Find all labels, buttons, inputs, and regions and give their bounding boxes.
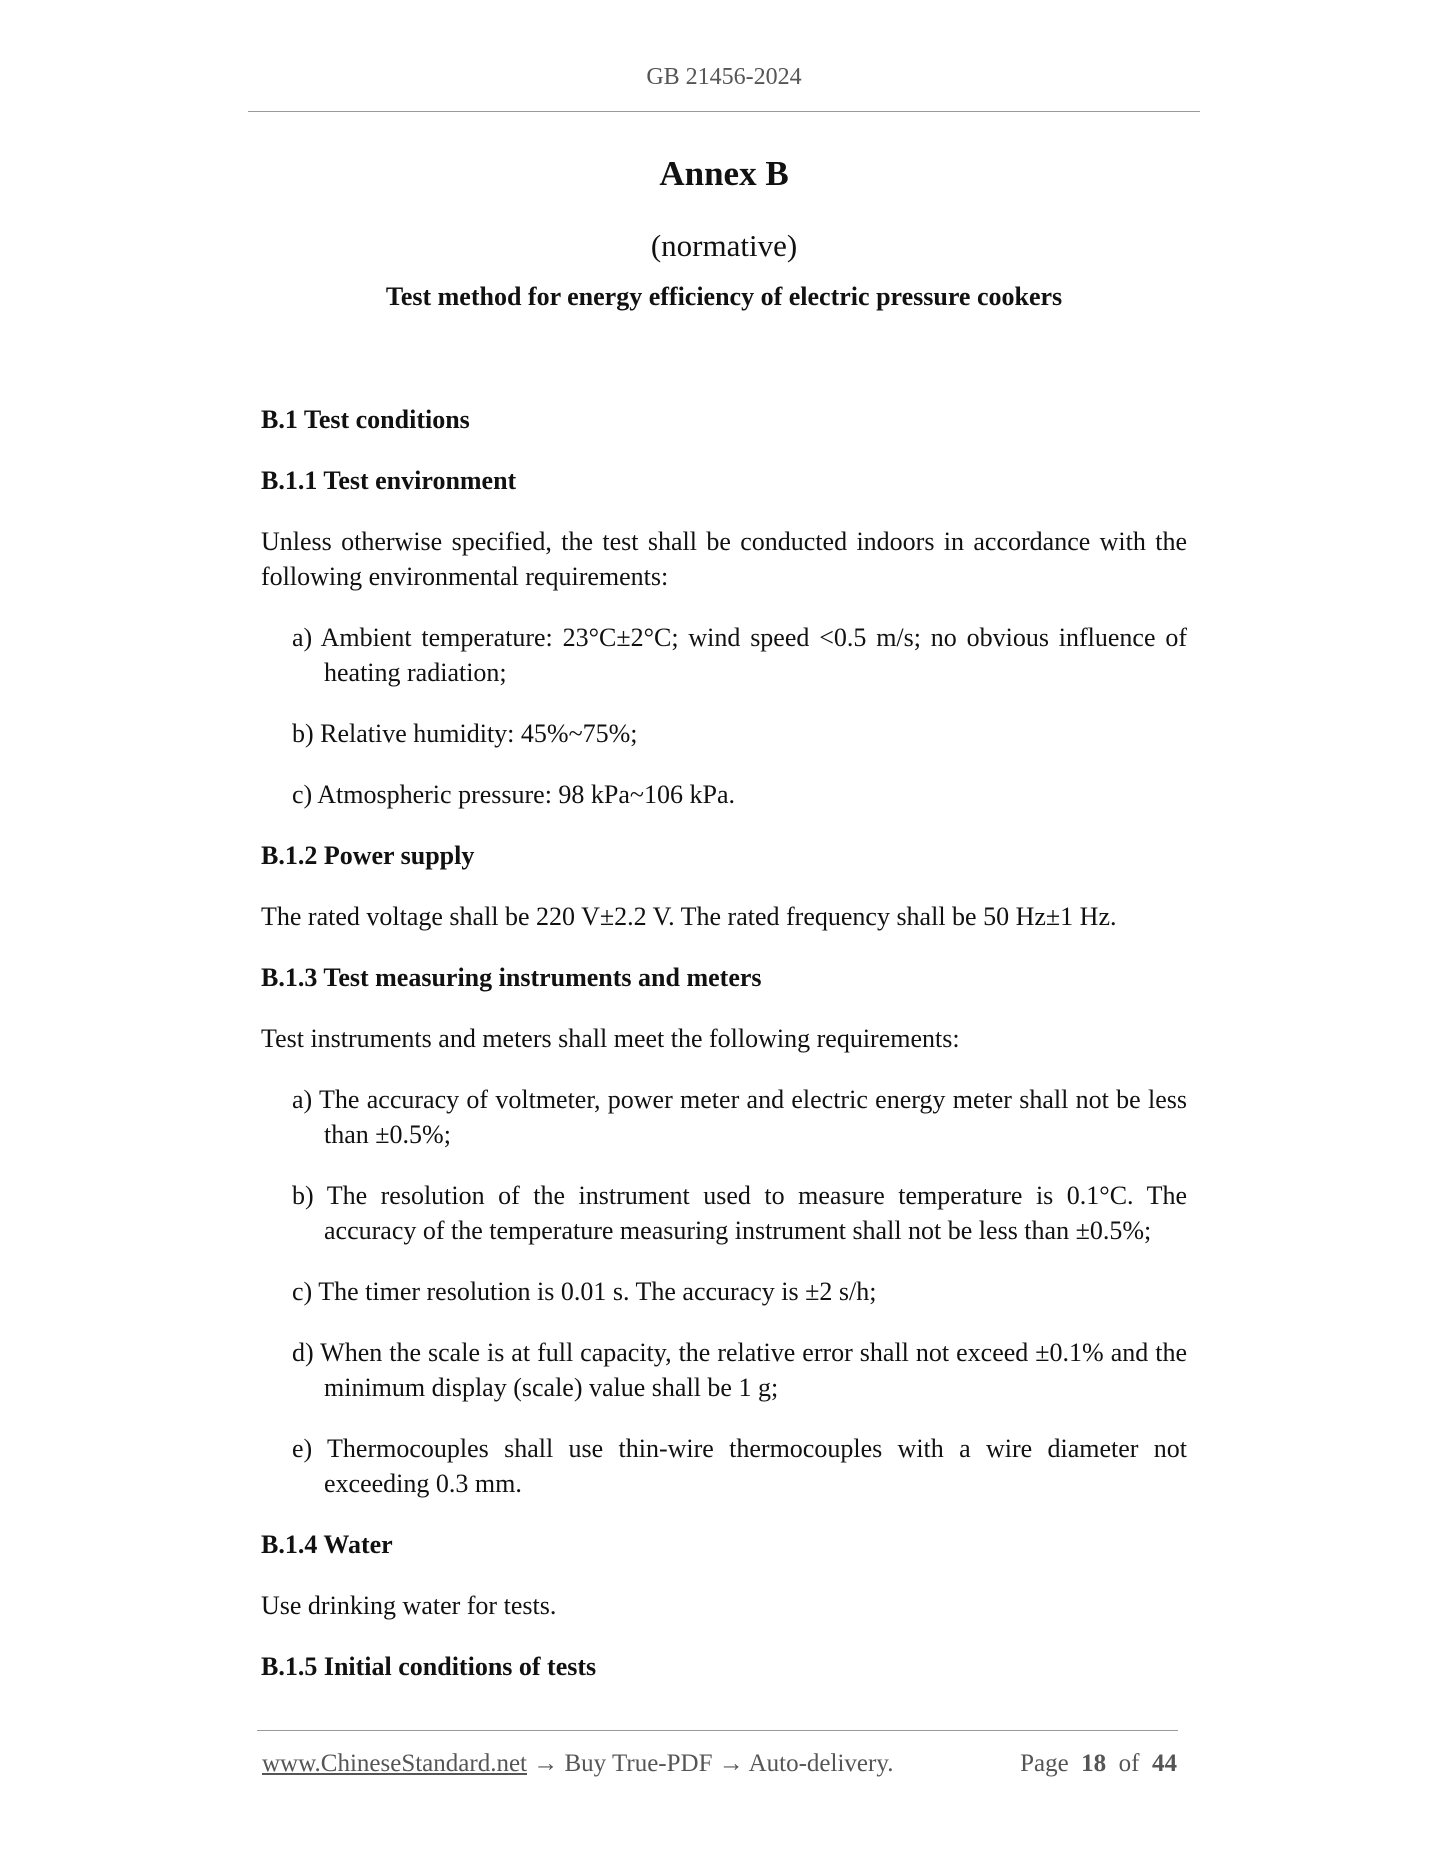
paragraph-b13-intro: Test instruments and meters shall meet the following requirements: xyxy=(261,1024,960,1053)
header-divider xyxy=(248,111,1200,112)
document-body xyxy=(261,402,1187,1710)
arrow-right-icon: → xyxy=(533,1750,559,1777)
list-item: a) Ambient temperature: 23°C±2°C; wind speed <0.5 m/s; no obvious influence of heating radiation; xyxy=(292,623,1187,687)
list-item: b) Relative humidity: 45%~75%; xyxy=(292,719,638,748)
page-total: 44 xyxy=(1152,1750,1177,1777)
header-standard-code: GB 21456-2024 xyxy=(646,64,802,90)
list-item: a) The accuracy of voltmeter, power meter and electric energy meter shall not be less than ±0.5%; xyxy=(292,1085,1187,1149)
of-label: of xyxy=(1118,1750,1140,1777)
paragraph-b11-intro: Unless otherwise specified, the test shall be conducted indoors in accordance with the following environmental requirements: xyxy=(261,527,1187,591)
list-item: b) The resolution of the instrument used to measure temperature is 0.1°C. The accuracy of the temperature measuring instrument shall not be less than ±0.5%; xyxy=(292,1181,1187,1245)
section-heading-b1: B.1 Test conditions xyxy=(261,405,470,434)
section-heading-b12: B.1.2 Power supply xyxy=(261,841,475,870)
auto-delivery-text: Auto-delivery. xyxy=(748,1750,894,1777)
list-item: e) Thermocouples shall use thin-wire thermocouples with a wire diameter not exceeding 0.3 mm. xyxy=(292,1434,1187,1498)
page-label: Page xyxy=(1020,1750,1069,1777)
annex-subtitle: Test method for energy efficiency of electric pressure cookers xyxy=(385,282,1063,311)
annex-title: Annex B xyxy=(659,154,789,193)
list-item: c) The timer resolution is 0.01 s. The accuracy is ±2 s/h; xyxy=(292,1277,877,1306)
list-item: d) When the scale is at full capacity, the relative error shall not exceed ±0.1% and the minimum display (scale) value shall be 1 g; xyxy=(292,1338,1187,1402)
arrow-right-icon: → xyxy=(718,1750,744,1777)
section-heading-b11: B.1.1 Test environment xyxy=(261,466,517,495)
site-link[interactable]: www.ChineseStandard.net xyxy=(262,1750,527,1777)
section-heading-b15: B.1.5 Initial conditions of tests xyxy=(261,1652,597,1681)
page-current: 18 xyxy=(1081,1750,1107,1777)
footer-divider xyxy=(257,1730,1178,1731)
paragraph-b14: Use drinking water for tests. xyxy=(261,1591,557,1620)
footer-links xyxy=(262,1750,893,1778)
paragraph-b12: The rated voltage shall be 220 V±2.2 V. The rated frequency shall be 50 Hz±1 Hz. xyxy=(261,902,1117,931)
page-indicator xyxy=(1020,1750,1177,1778)
buy-pdf-text: Buy True-PDF xyxy=(564,1750,713,1777)
section-heading-b13: B.1.3 Test measuring instruments and meters xyxy=(261,963,762,992)
annex-type: (normative) xyxy=(650,228,798,263)
section-heading-b14: B.1.4 Water xyxy=(261,1530,393,1559)
list-item: c) Atmospheric pressure: 98 kPa~106 kPa. xyxy=(292,780,735,809)
